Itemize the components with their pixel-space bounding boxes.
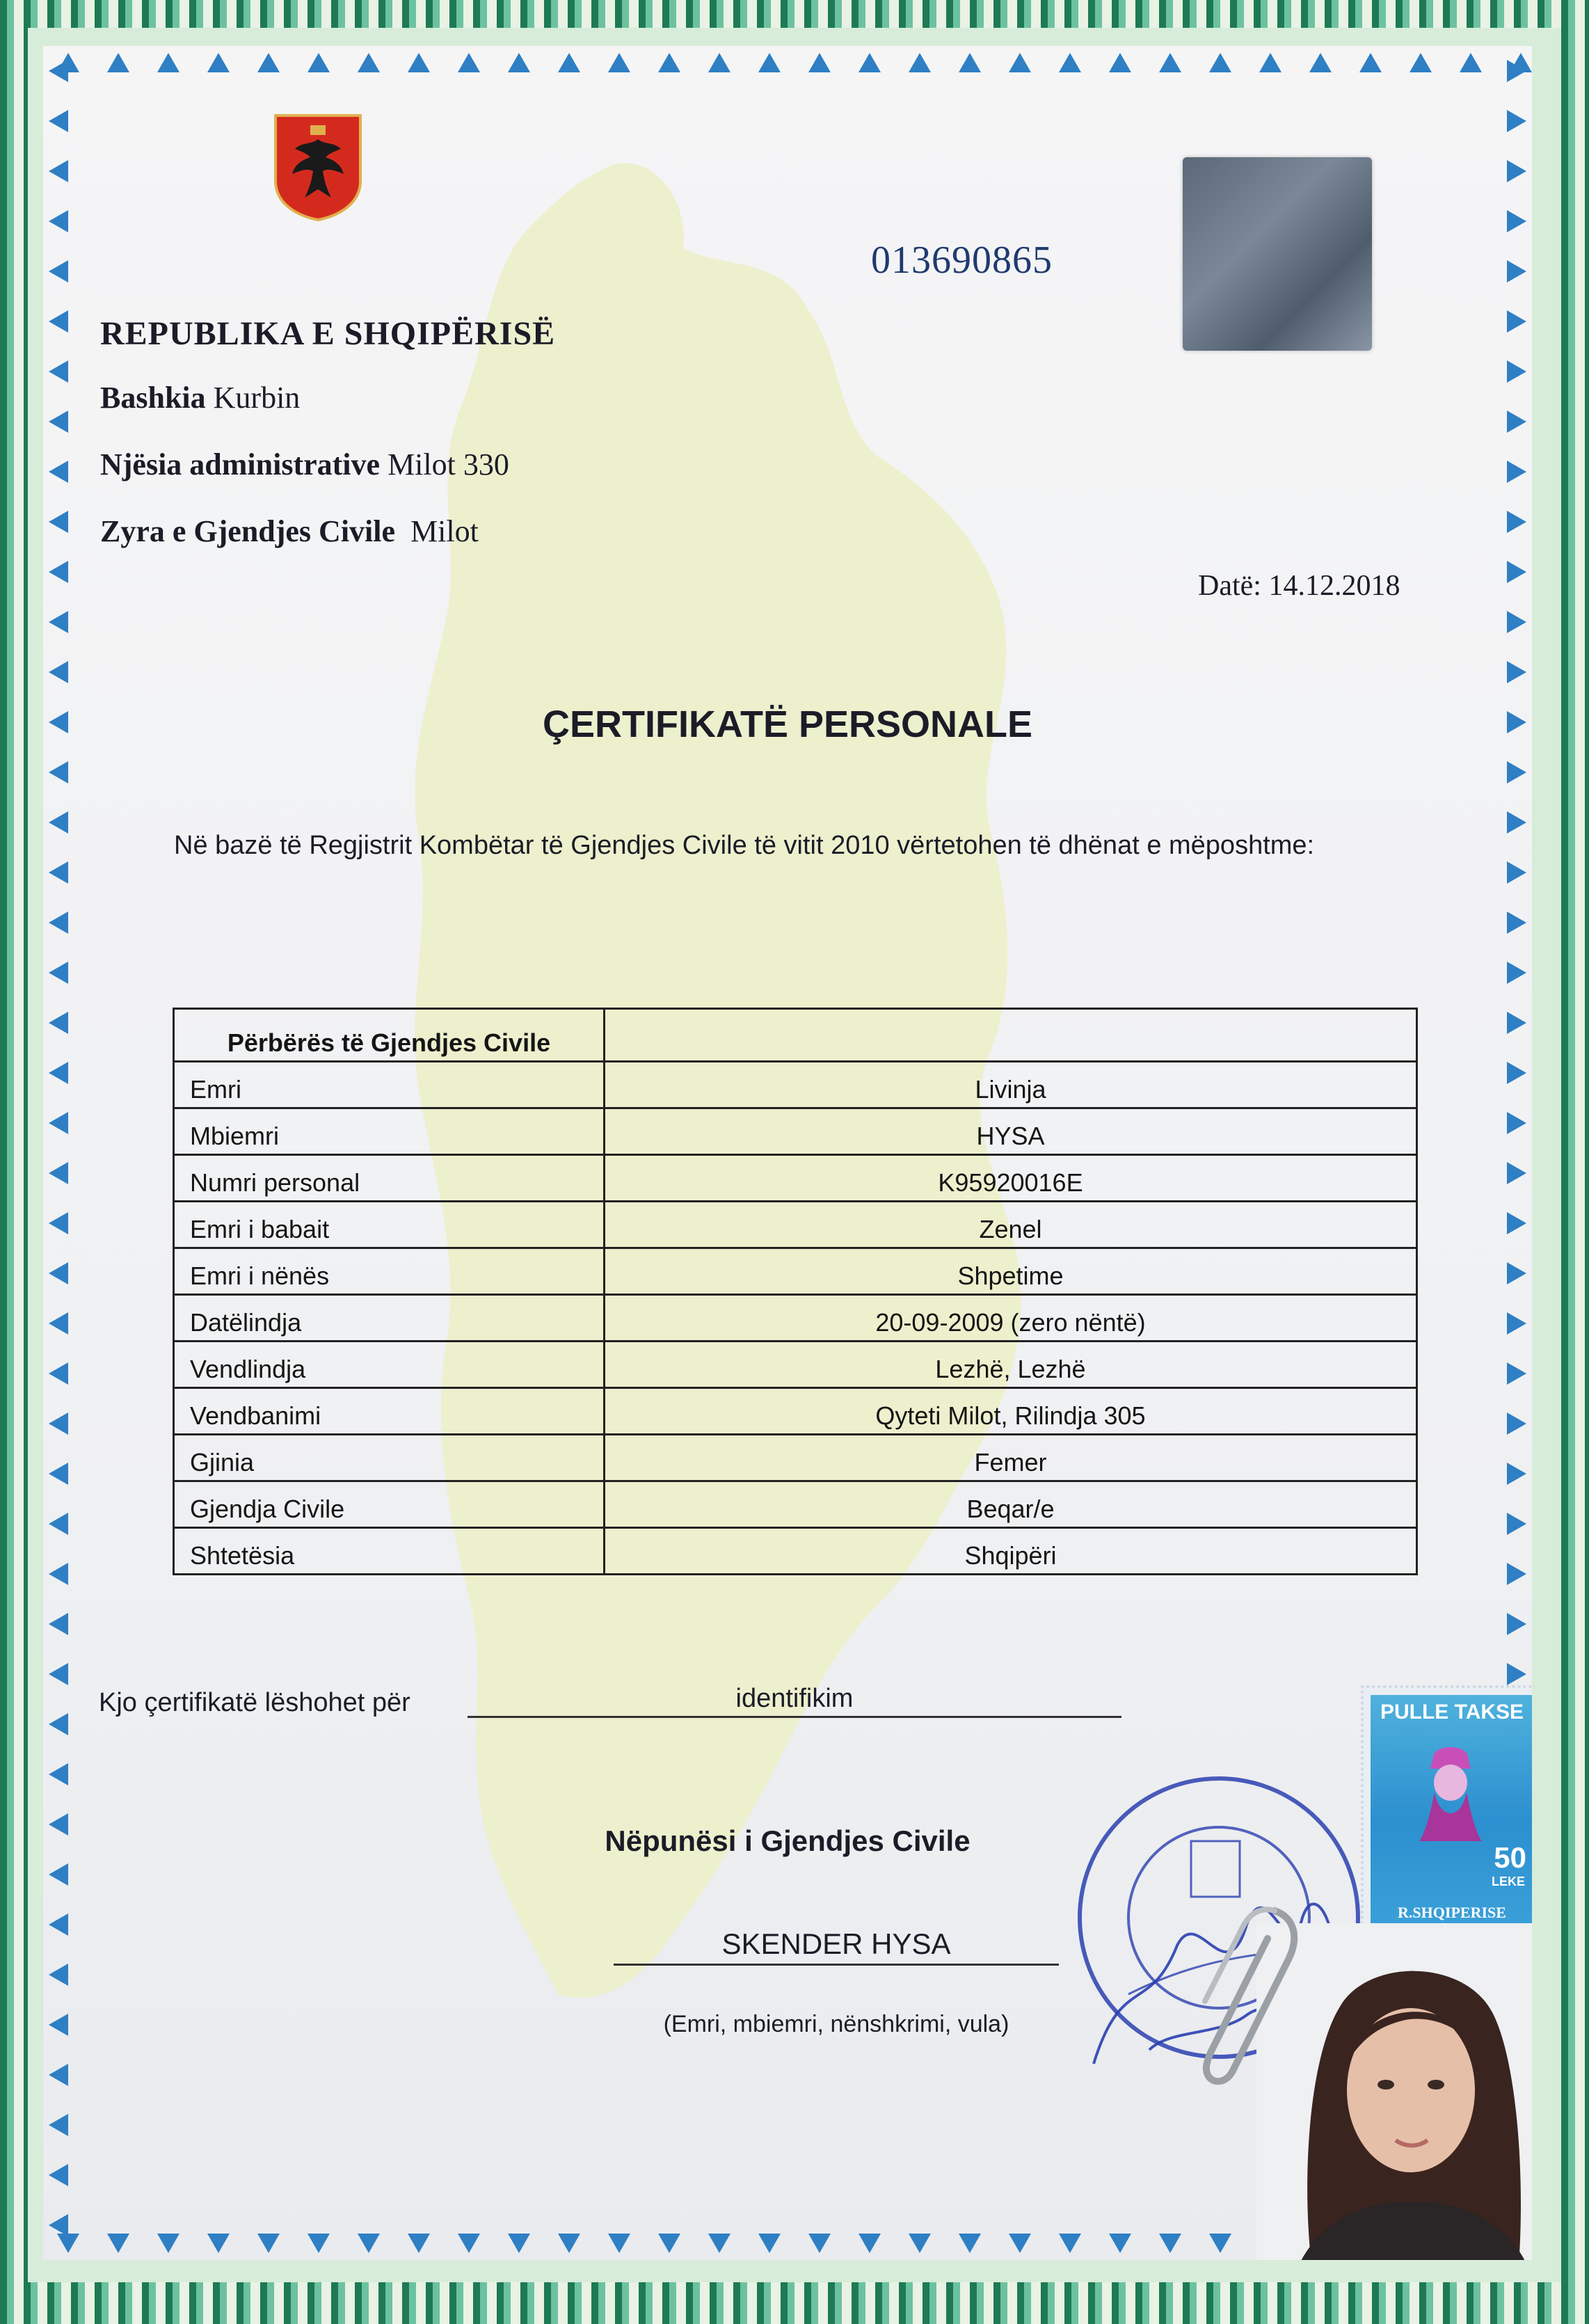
administrative-unit-line xyxy=(100,447,509,482)
table-row xyxy=(174,1481,1417,1528)
table-header-row xyxy=(174,1009,1417,1062)
row-label: Numri personal xyxy=(174,1155,605,1202)
row-value: Lezhë, Lezhë xyxy=(605,1342,1417,1388)
municipality-value: Kurbin xyxy=(213,381,301,415)
row-label: Shtetësia xyxy=(174,1528,605,1575)
top-triangle-border xyxy=(43,47,1532,75)
administrative-unit-value: Milot 330 xyxy=(388,447,509,481)
row-label: Emri i nënës xyxy=(174,1248,605,1295)
tax-stamp xyxy=(1361,1685,1532,1936)
officer-signature-hint: (Emri, mbiemri, nënshkrimi, vula) xyxy=(663,2011,1009,2037)
table-row xyxy=(174,1342,1417,1388)
republic-heading: REPUBLIKA E SHQIPËRISË xyxy=(100,315,556,352)
officer-title: Nëpunësi i Gjendjes Civile xyxy=(605,1824,971,1857)
tax-stamp-currency: LEKE xyxy=(1491,1875,1525,1888)
row-label: Emri i babait xyxy=(174,1202,605,1248)
intro-text: Në bazë të Regjistrit Kombëtar të Gjendjes Civile të vitit 2010 vërtetohen të dhënat e mëposhtme: xyxy=(174,831,1315,860)
row-value: Zenel xyxy=(605,1202,1417,1248)
administrative-unit-label: Njësia administrative xyxy=(100,447,381,481)
row-label: Gjendja Civile xyxy=(174,1481,605,1528)
issued-for-underline xyxy=(468,1716,1121,1718)
civil-office-label: Zyra e Gjendjes Civile xyxy=(100,514,396,548)
row-value: Femer xyxy=(605,1435,1417,1481)
row-label: Datëlindja xyxy=(174,1295,605,1342)
row-label: Vendlindja xyxy=(174,1342,605,1388)
table-row xyxy=(174,1202,1417,1248)
table-row xyxy=(174,1388,1417,1435)
paper-clip-icon xyxy=(1191,1897,1309,2099)
table-row xyxy=(174,1435,1417,1481)
tax-stamp-title: PULLE TAKSE xyxy=(1380,1701,1524,1724)
row-value: Qyteti Milot, Rilindja 305 xyxy=(605,1388,1417,1435)
civil-office-line xyxy=(100,514,479,549)
left-triangle-border xyxy=(45,46,72,2260)
civil-status-table xyxy=(173,1008,1418,1575)
row-value: Livinja xyxy=(605,1062,1417,1108)
row-value: 20-09-2009 (zero nëntë) xyxy=(605,1295,1417,1342)
tax-stamp-face xyxy=(1371,1695,1532,1926)
row-label: Vendbanimi xyxy=(174,1388,605,1435)
officer-signature-line xyxy=(614,1964,1059,1966)
table-row xyxy=(174,1108,1417,1155)
hologram-security-seal xyxy=(1183,157,1372,351)
civil-office-value: Milot xyxy=(410,514,479,548)
table-header-empty-cell xyxy=(605,1009,1417,1062)
officer-name: SKENDER HYSA xyxy=(721,1927,951,1960)
municipality-line xyxy=(100,380,300,415)
document-title: ÇERTIFIKATË PERSONALE xyxy=(542,703,1033,745)
portrait-figure-icon xyxy=(1412,1737,1489,1841)
municipality-label: Bashkia xyxy=(100,381,206,415)
issued-for-label: Kjo çertifikatë lëshohet për xyxy=(99,1688,410,1717)
issued-for-value: identifikim xyxy=(735,1684,854,1713)
table-row xyxy=(174,1295,1417,1342)
table-row xyxy=(174,1528,1417,1575)
row-label: Emri xyxy=(174,1062,605,1108)
table-row xyxy=(174,1062,1417,1108)
tax-stamp-issuer: R.SHQIPERISE xyxy=(1398,1904,1506,1921)
row-value: Shpetime xyxy=(605,1248,1417,1295)
row-label: Mbiemri xyxy=(174,1108,605,1155)
issue-date: Datë: 14.12.2018 xyxy=(1198,570,1400,602)
row-value: Shqipëri xyxy=(605,1528,1417,1575)
row-value: Beqar/e xyxy=(605,1481,1417,1528)
row-value: K95920016E xyxy=(605,1155,1417,1202)
table-row xyxy=(174,1155,1417,1202)
certificate-paper xyxy=(43,46,1532,2260)
serial-number: 013690865 xyxy=(871,239,1053,282)
table-header-cell: Përbërës të Gjendjes Civile xyxy=(174,1009,605,1062)
tax-stamp-amount: 50 xyxy=(1494,1841,1526,1874)
albania-emblem-icon xyxy=(271,111,365,221)
table-row xyxy=(174,1248,1417,1295)
row-label: Gjinia xyxy=(174,1435,605,1481)
row-value: HYSA xyxy=(605,1108,1417,1155)
